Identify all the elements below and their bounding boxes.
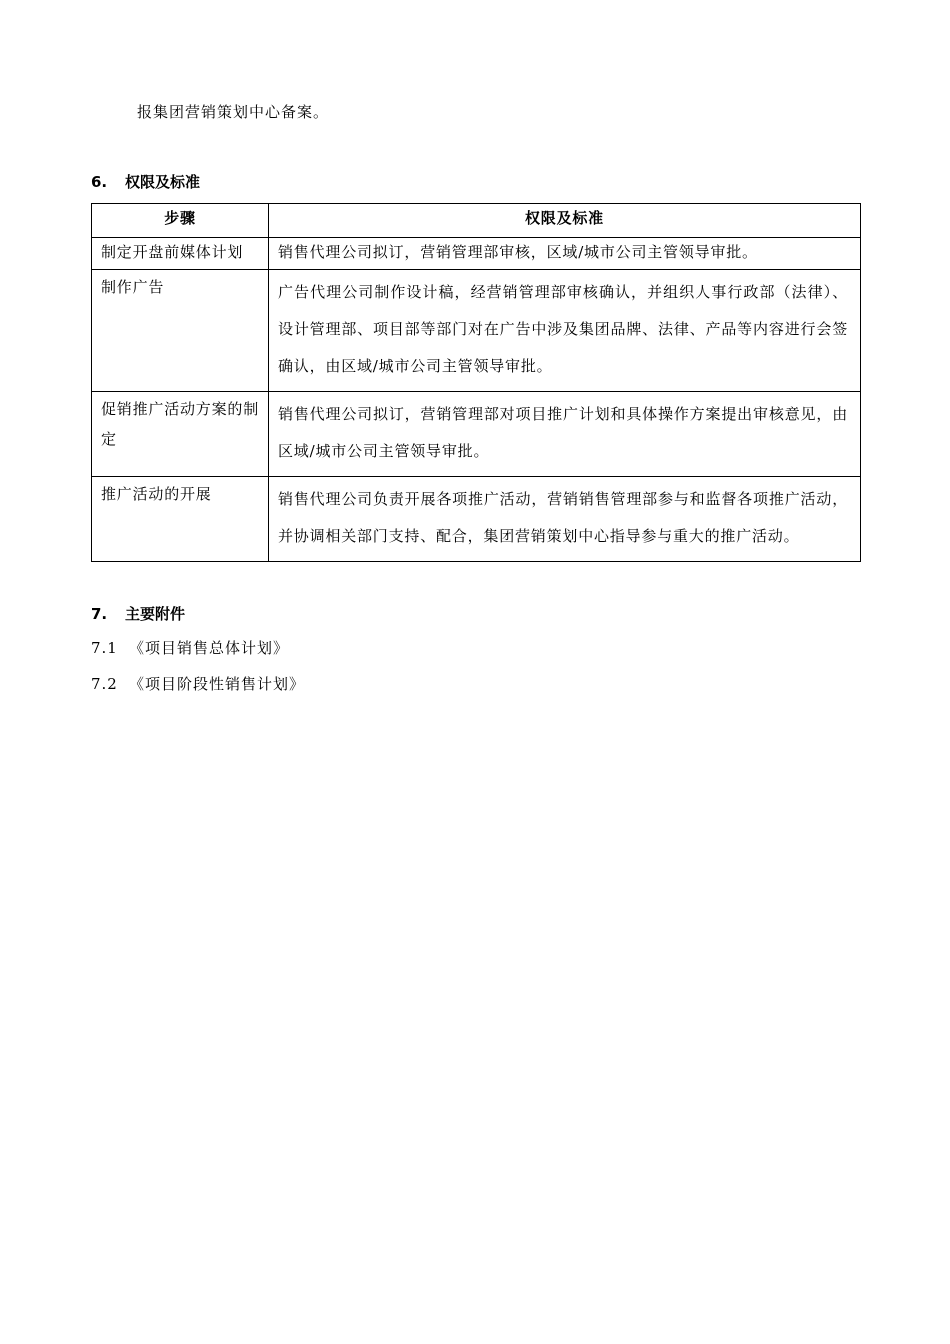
step-cell: 推广活动的开展 xyxy=(92,477,269,562)
column-header-step: 步骤 xyxy=(92,204,269,238)
section-6-heading xyxy=(91,171,200,193)
table-header-row xyxy=(92,204,861,238)
attachment-number: 7.2 xyxy=(91,675,118,693)
step-cell: 促销推广活动方案的制定 xyxy=(92,392,269,477)
step-cell: 制作广告 xyxy=(92,270,269,392)
standard-cell: 销售代理公司负责开展各项推广活动，营销销售管理部参与和监督各项推广活动，并协调相关部门支持、配合，集团营销策划中心指导参与重大的推广活动。 xyxy=(269,477,861,562)
table-row xyxy=(92,477,861,562)
table-row xyxy=(92,392,861,477)
section-title: 权限及标准 xyxy=(125,173,201,191)
attachment-item xyxy=(91,673,305,695)
attachment-title: 《项目阶段性销售计划》 xyxy=(129,675,306,693)
standard-cell: 广告代理公司制作设计稿，经营销管理部审核确认，并组织人事行政部（法律）、设计管理部、项目部等部门对在广告中涉及集团品牌、法律、产品等内容进行会签确认，由区域/城市公司主管领导审批。 xyxy=(269,270,861,392)
permissions-table xyxy=(91,203,861,562)
attachment-item xyxy=(91,637,289,659)
attachment-number: 7.1 xyxy=(91,639,118,657)
section-number: 6. xyxy=(91,173,108,191)
table-row xyxy=(92,238,861,270)
step-cell: 制定开盘前媒体计划 xyxy=(92,238,269,270)
intro-paragraph: 报集团营销策划中心备案。 xyxy=(137,103,330,121)
section-7-heading xyxy=(91,603,185,625)
standard-cell: 销售代理公司拟订，营销管理部审核，区域/城市公司主管领导审批。 xyxy=(269,238,861,270)
standard-cell: 销售代理公司拟订，营销管理部对项目推广计划和具体操作方案提出审核意见，由区域/城市公司主管领导审批。 xyxy=(269,392,861,477)
attachment-title: 《项目销售总体计划》 xyxy=(129,639,290,657)
section-number: 7. xyxy=(91,605,108,623)
column-header-standard: 权限及标准 xyxy=(269,204,861,238)
table-row xyxy=(92,270,861,392)
section-title: 主要附件 xyxy=(125,605,186,623)
